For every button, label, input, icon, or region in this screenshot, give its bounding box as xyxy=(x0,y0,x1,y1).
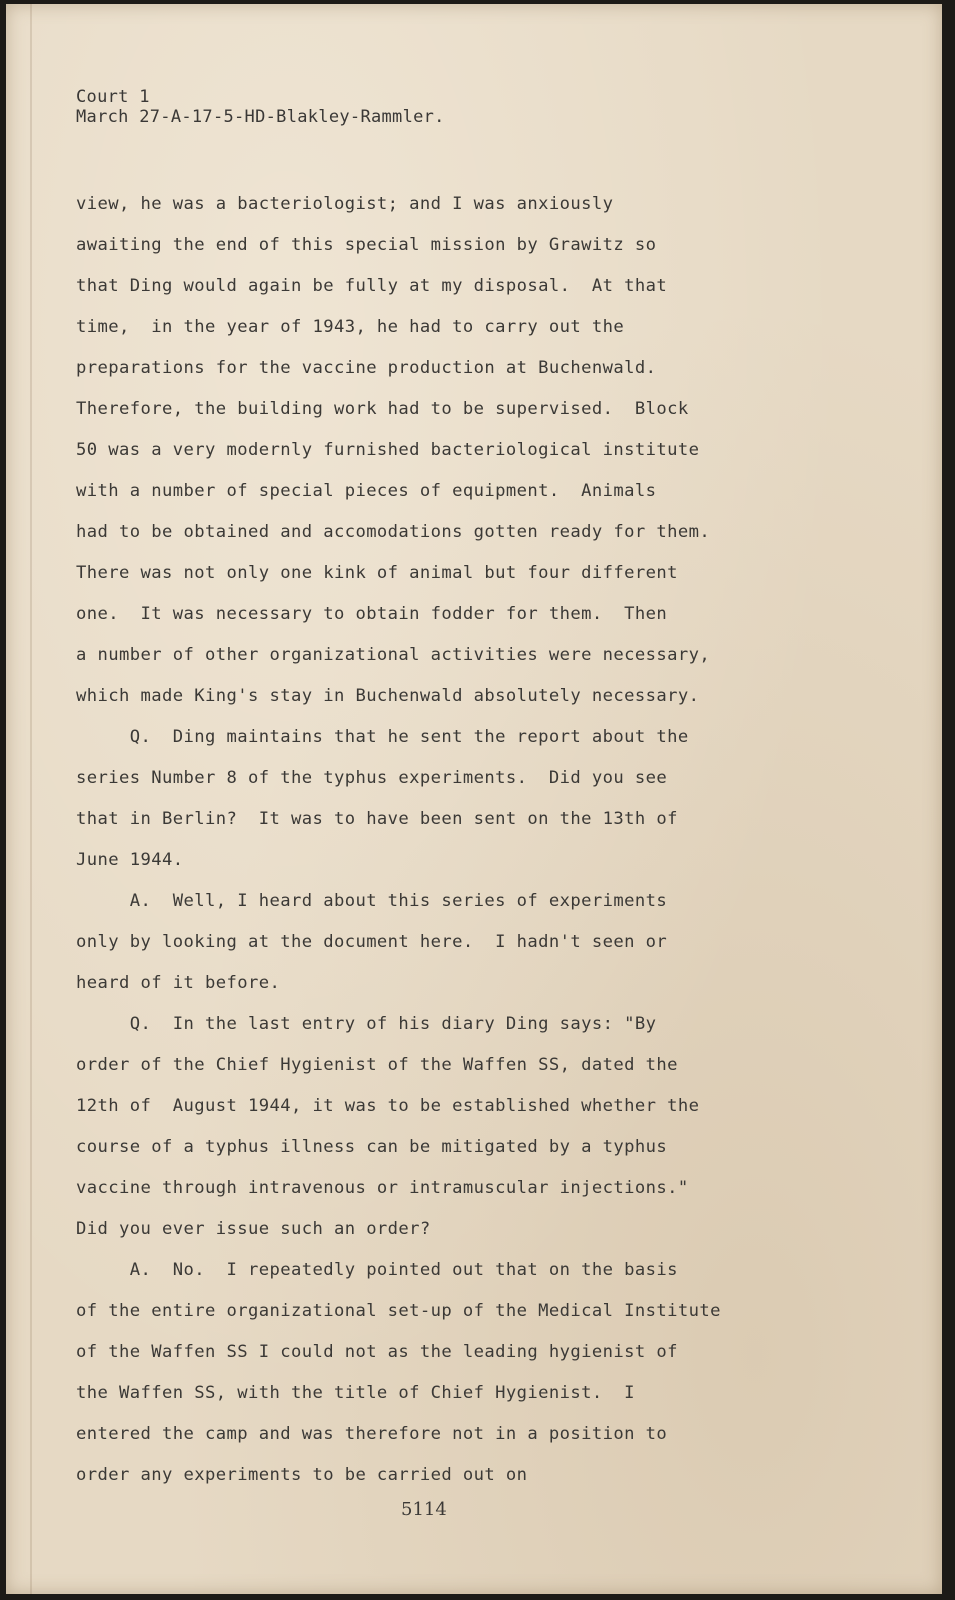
answer-line: A. No. I repeatedly pointed out that on the basis xyxy=(76,1260,678,1280)
transcript-line: of the Waffen SS I could not as the leading hygienist of xyxy=(76,1342,678,1362)
question-line: Q. Ding maintains that he sent the report about the xyxy=(76,727,689,747)
transcript-line: 50 was a very modernly furnished bacteriological institute xyxy=(76,440,700,460)
document-header xyxy=(76,87,445,127)
transcript-line: which made King's stay in Buchenwald absolutely necessary. xyxy=(76,686,700,706)
transcript-line: time, in the year of 1943, he had to carry out the xyxy=(76,317,625,337)
transcript-line: the Waffen SS, with the title of Chief Hygienist. I xyxy=(76,1383,635,1403)
transcript-line: series Number 8 of the typhus experiments. Did you see xyxy=(76,768,668,788)
transcript-line: course of a typhus illness can be mitigated by a typhus xyxy=(76,1137,668,1157)
transcript-line: entered the camp and was therefore not in a position to xyxy=(76,1424,668,1444)
transcript-line: one. It was necessary to obtain fodder for them. Then xyxy=(76,604,668,624)
transcript-line: order of the Chief Hygienist of the Waffen SS, dated the xyxy=(76,1055,678,1075)
transcript-body xyxy=(76,184,876,1496)
transcript-line: order any experiments to be carried out on xyxy=(76,1465,528,1485)
transcript-line: 12th of August 1944, it was to be established whether the xyxy=(76,1096,700,1116)
transcript-line: a number of other organizational activities were necessary, xyxy=(76,645,711,665)
transcript-line: Therefore, the building work had to be supervised. Block xyxy=(76,399,689,419)
transcript-line: only by looking at the document here. I hadn't seen or xyxy=(76,932,668,952)
transcript-line: There was not only one kink of animal but four different xyxy=(76,563,678,583)
transcript-line: awaiting the end of this special mission by Grawitz so xyxy=(76,235,657,255)
transcript-line: heard of it before. xyxy=(76,973,281,993)
question-line: Q. In the last entry of his diary Ding says: "By xyxy=(76,1014,657,1034)
document-page xyxy=(6,4,942,1594)
transcript-line: view, he was a bacteriologist; and I was anxiously xyxy=(76,194,614,214)
court-label: Court 1 xyxy=(76,87,150,107)
page-number: 5114 xyxy=(401,1499,447,1520)
transcript-line: June 1944. xyxy=(76,850,184,870)
transcript-line: that Ding would again be fully at my disposal. At that xyxy=(76,276,668,296)
answer-line: A. Well, I heard about this series of experiments xyxy=(76,891,668,911)
reference-line: March 27-A-17-5-HD-Blakley-Rammler. xyxy=(76,107,445,127)
transcript-line: with a number of special pieces of equipment. Animals xyxy=(76,481,657,501)
transcript-line: had to be obtained and accomodations gotten ready for them. xyxy=(76,522,711,542)
transcript-line: that in Berlin? It was to have been sent on the 13th of xyxy=(76,809,678,829)
paper-fold-line xyxy=(30,4,32,1594)
transcript-line: Did you ever issue such an order? xyxy=(76,1219,431,1239)
transcript-line: preparations for the vaccine production at Buchenwald. xyxy=(76,358,657,378)
transcript-line: of the entire organizational set-up of the Medical Institute xyxy=(76,1301,721,1321)
transcript-line: vaccine through intravenous or intramuscular injections." xyxy=(76,1178,689,1198)
